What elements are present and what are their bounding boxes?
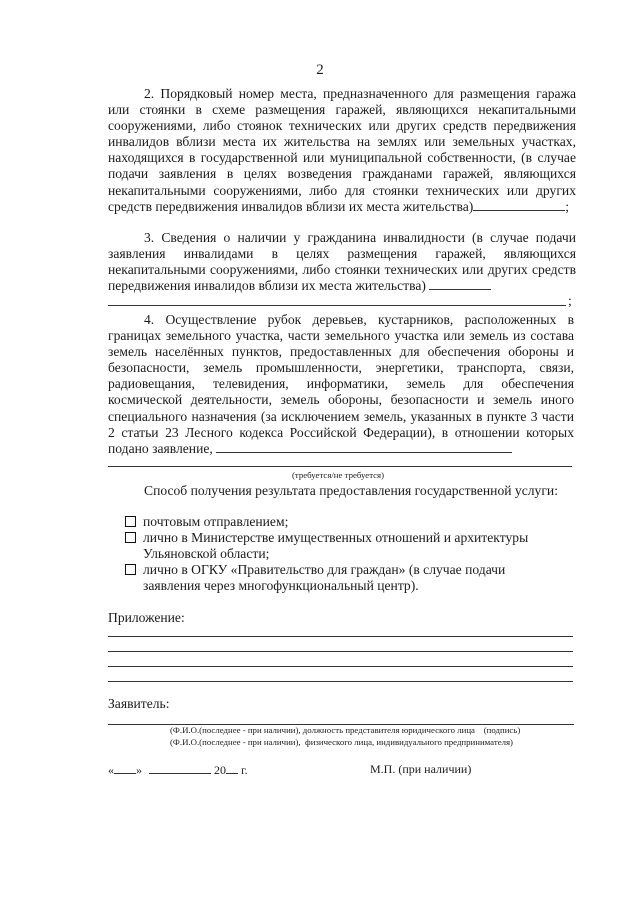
delivery-option-ministry[interactable]: лично в Министерстве имущественных отношений и архитектуры Ульяновской области;: [125, 530, 555, 546]
attachment-line-3[interactable]: [108, 666, 573, 667]
item-3-blank-b[interactable]: [108, 305, 566, 306]
delivery-option-mfc[interactable]: лично в ОГКУ «Правительство для граждан» (в случае подачи заявления через многофункциональный центр).: [125, 562, 565, 578]
stamp-note: М.П. (при наличии): [370, 762, 472, 776]
date-day-field[interactable]: [114, 773, 136, 774]
checkbox-post[interactable]: [125, 516, 136, 527]
item-3-end: ;: [568, 293, 572, 308]
date-year-field[interactable]: [226, 773, 238, 774]
checkbox-mfc[interactable]: [125, 564, 136, 575]
item-3-blank-a[interactable]: [429, 289, 491, 290]
attachment-line-1[interactable]: [108, 636, 573, 637]
item-4-text: 4. Осуществление рубок деревьев, кустарников, расположенных в границах земельного участка, части земельного участка или земель из состава земель населённых пунктов, предоставленных для обеспечения обороны и безопасности, земель промышленности, энергетики, транспорта, связи, радиовещания, телевидения, информатики, земель для обеспечения космической деятельности, земель обороны, безопасности и земель иного специального назначения (за исключением земель, указанных в пункте 3 части 2 статьи 23 Лесного кодекса Российской Федерации), в отношении которых подано заявление,: [108, 312, 574, 456]
checkbox-ministry[interactable]: [125, 532, 136, 543]
delivery-option-post[interactable]: почтовым отправлением;: [125, 514, 575, 530]
attachment-line-2[interactable]: [108, 651, 573, 652]
attachment-label: Приложение:: [108, 610, 185, 625]
item-3-text: 3. Сведения о наличии у гражданина инвалидности (в случае подачи заявления инвалидами в целях размещения гаражей, являющихся некапитальными сооружениями, либо стоянки технических или других средств передвижения инвалидов вблизи их места жительства): [108, 230, 576, 294]
item-2-text: 2. Порядковый номер места, предназначенного для размещения гаража или стоянки в схеме размещения гаражей, являющихся некапитальными сооружениями, либо стоянок технических или других средств передвижения инвалидов вблизи места их жительства на землях или земельных участках, находящихся в государственной или муниципальной собственности, (в случае подачи заявления в целях возведения гражданами гаражей, являющихся некапитальными сооружениями, либо для стоянки технических или других средств передвижения инвалидов вблизи их места жительства): [108, 86, 576, 214]
signature-caption-2: (Ф.И.О.(последнее - при наличии), физического лица, индивидуального предпринимателя): [170, 737, 513, 747]
item-4-caption: (требуется/не требуется): [291, 470, 385, 480]
item-4-blank-a[interactable]: [216, 452, 512, 453]
item-2-blank[interactable]: [473, 210, 565, 211]
date-month-field[interactable]: [149, 773, 211, 774]
date-line: « » 20 г.: [108, 763, 248, 777]
item-4-blank-b[interactable]: [108, 466, 572, 467]
item-3: [108, 230, 576, 294]
item-4: [108, 312, 574, 457]
page-number: 2: [316, 62, 324, 78]
attachment-line-4[interactable]: [108, 681, 573, 682]
item-2: [108, 86, 576, 215]
item-2-end: ;: [565, 198, 570, 214]
delivery-intro: Способ получения результата предоставления государственной услуги:: [144, 483, 558, 498]
applicant-label: Заявитель:: [108, 696, 170, 711]
signature-caption-1: (Ф.И.О.(последнее - при наличии), должность представителя юридического лица (подпись): [170, 725, 521, 735]
